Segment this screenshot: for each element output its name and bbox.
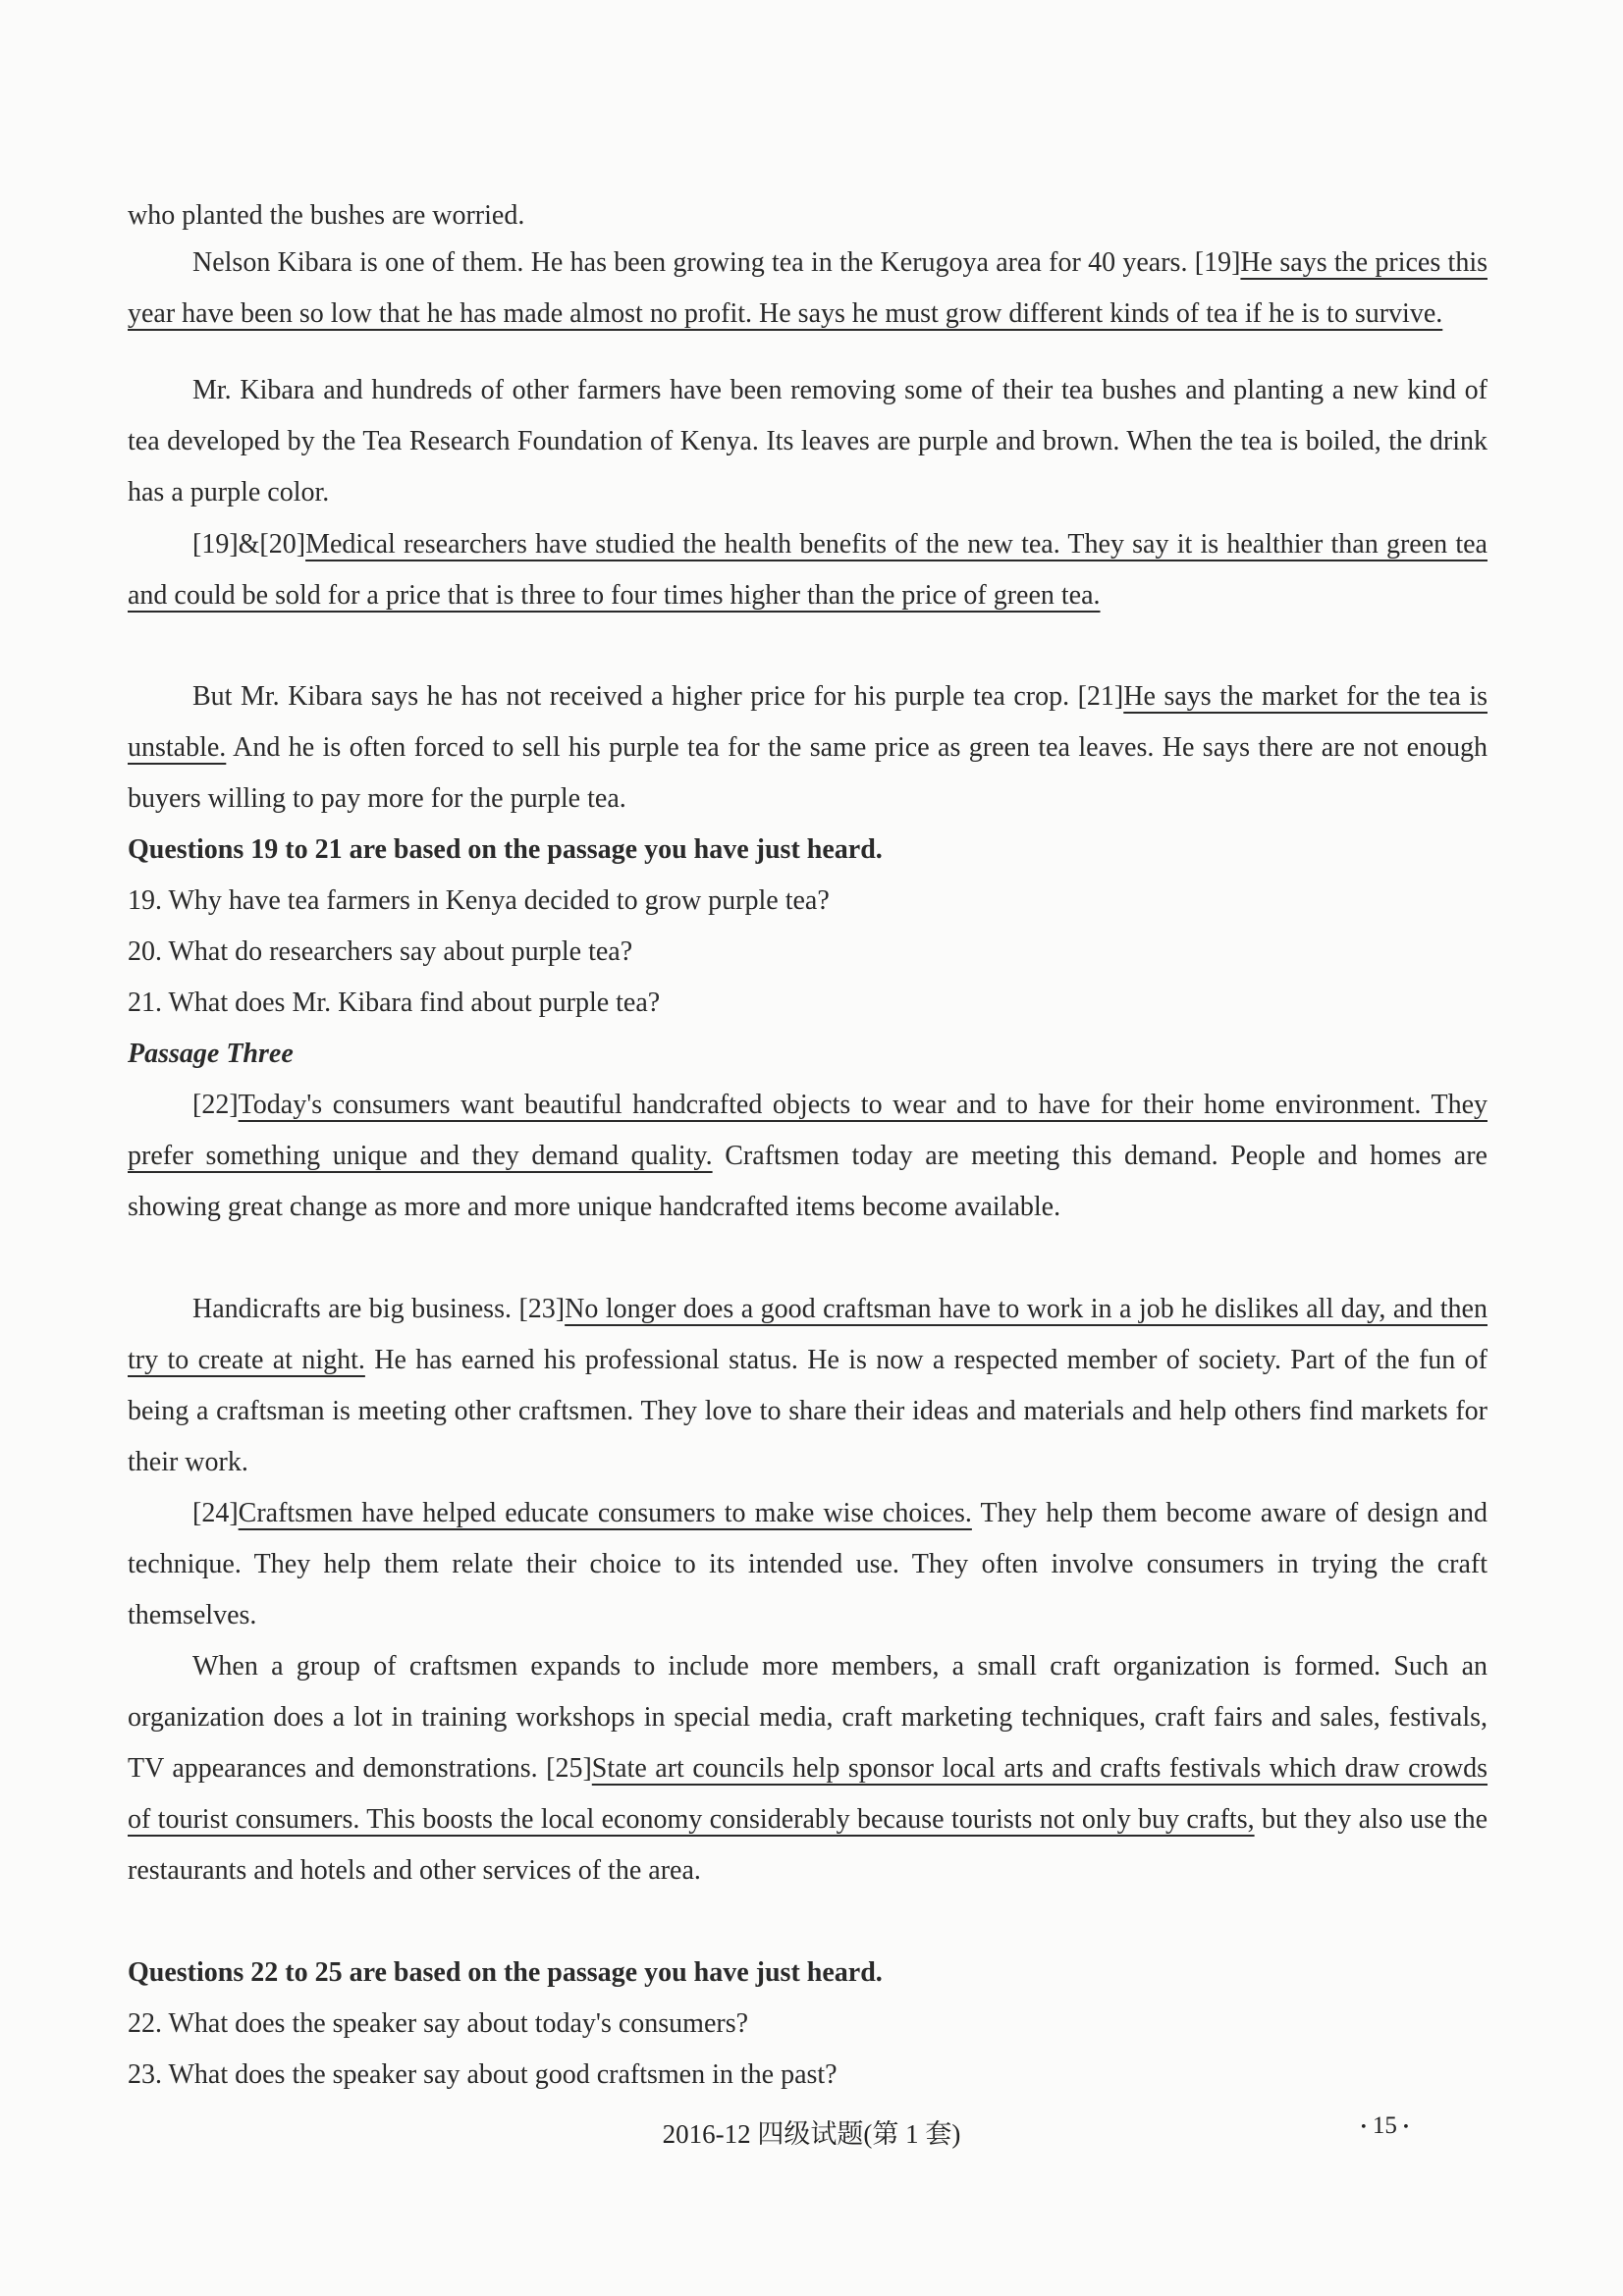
paragraph-organization: When a group of craftsmen expands to include more members, a small craft organization is formed. Such an organization does a lot in training workshops in special media, craft marketing techniques, craft fairs and sales, festivals, TV appearances and demonstrations. [25]State art councils help sponsor local arts and crafts festivals which draw crowds of tourist consumers. This boosts the local economy considerably because tourists not only buy crafts, but they also use the restaurants and hotels and other services of the area.: [128, 1651, 1488, 1886]
paragraph-educate: [24]Craftsmen have helped educate consumers to make wise choices. They help them become aware of design and technique. They help them relate their choice to its intended use. They often involve consumers in trying the craft themselves.: [128, 1498, 1488, 1630]
question-23: 23. What does the speaker say about good craftsmen in the past?: [128, 2059, 838, 2090]
paragraph-research: [128, 519, 1488, 621]
questions-heading: Questions 19 to 21 are based on the passage you have just heard.: [128, 834, 883, 865]
paragraph-consumers: [22]Today's consumers want beautiful handcrafted objects to wear and to have for their home environment. They prefer something unique and they demand quality. Craftsmen today are meeting this demand. People and homes are showing great change as more and more unique handcrafted items become available.: [128, 1090, 1488, 1222]
paragraph-kibara: Nelson Kibara is one of them. He has been growing tea in the Kerugoya area for 40 years. [19]He says the prices this year have been so low that he has made almost no profit. He says he must grow different kinds of tea if he is to survive.: [128, 247, 1488, 329]
paragraph-continuation: who planted the bushes are worried.: [128, 200, 525, 231]
question-tag: [25]: [546, 1753, 592, 1784]
question-tag: [24]: [192, 1498, 239, 1528]
key-sentence: Craftsmen have helped educate consumers to make wise choices.: [238, 1498, 972, 1528]
key-sentence: He says the prices this year have been so low that he has made almost no profit. He says he must grow different kinds of tea if he is to survive.: [128, 247, 1488, 329]
passage-title: Passage Three: [128, 1039, 294, 1069]
paragraph-purple-tea: Mr. Kibara and hundreds of other farmers have been removing some of their tea bushes and planting a new kind of tea developed by the Tea Research Foundation of Kenya. Its leaves are purple and brown. When the tea is boiled, the drink has a purple color.: [128, 375, 1488, 507]
question-21: 21. What does Mr. Kibara find about purple tea?: [128, 988, 661, 1018]
paragraph-market: But Mr. Kibara says he has not received a higher price for his purple tea crop. [21]He says the market for the tea is unstable. And he is often forced to sell his purple tea for the same price as green tea leaves. He says there are not enough buyers willing to pay more for the purple tea.: [128, 681, 1488, 814]
page-footer: 2016-12 四级试题(第 1 套): [662, 2119, 961, 2149]
question-tag: [23]: [518, 1294, 566, 1324]
key-sentence: No longer does a good craftsman have to work in a job he dislikes all day, and then try to create at night.: [128, 1294, 1488, 1375]
paragraph-handicrafts: Handicrafts are big business. [23]No longer does a good craftsman have to work in a job he dislikes all day, and then try to create at night. He has earned his professional status. He is now a respected member of society. Part of the fun of being a craftsman is meeting other craftsmen. They love to share their ideas and materials and help others find markets for their work.: [128, 1294, 1488, 1477]
key-sentence: State art councils help sponsor local arts and crafts festivals which draw crowds of tourist consumers. This boosts the local economy considerably because tourists not only buy crafts,: [128, 1753, 1488, 1835]
key-sentence: Today's consumers want beautiful handcrafted objects to wear and to have for their home environment. They prefer something unique and they demand quality.: [128, 1090, 1488, 1171]
question-tag: [22]: [192, 1090, 239, 1120]
question-20: 20. What do researchers say about purple tea?: [128, 936, 633, 967]
key-sentence: Medical researchers have studied the health benefits of the new tea. They say it is healthier than green tea and could be sold for a price that is three to four times higher than the price of green tea.: [128, 529, 1488, 611]
key-sentence: He says the market for the tea is unstable.: [128, 681, 1488, 763]
question-22: 22. What does the speaker say about today's consumers?: [128, 2008, 749, 2039]
question-tag: [19]: [1194, 247, 1241, 278]
questions-heading: Questions 22 to 25 are based on the passage you have just heard.: [128, 1957, 883, 1988]
question-tag: [21]: [1077, 681, 1124, 712]
question-tag: [19]&[20]: [192, 529, 306, 560]
question-19: 19. Why have tea farmers in Kenya decided to grow purple tea?: [128, 885, 830, 916]
page-number: • 15 •: [1361, 2112, 1409, 2139]
